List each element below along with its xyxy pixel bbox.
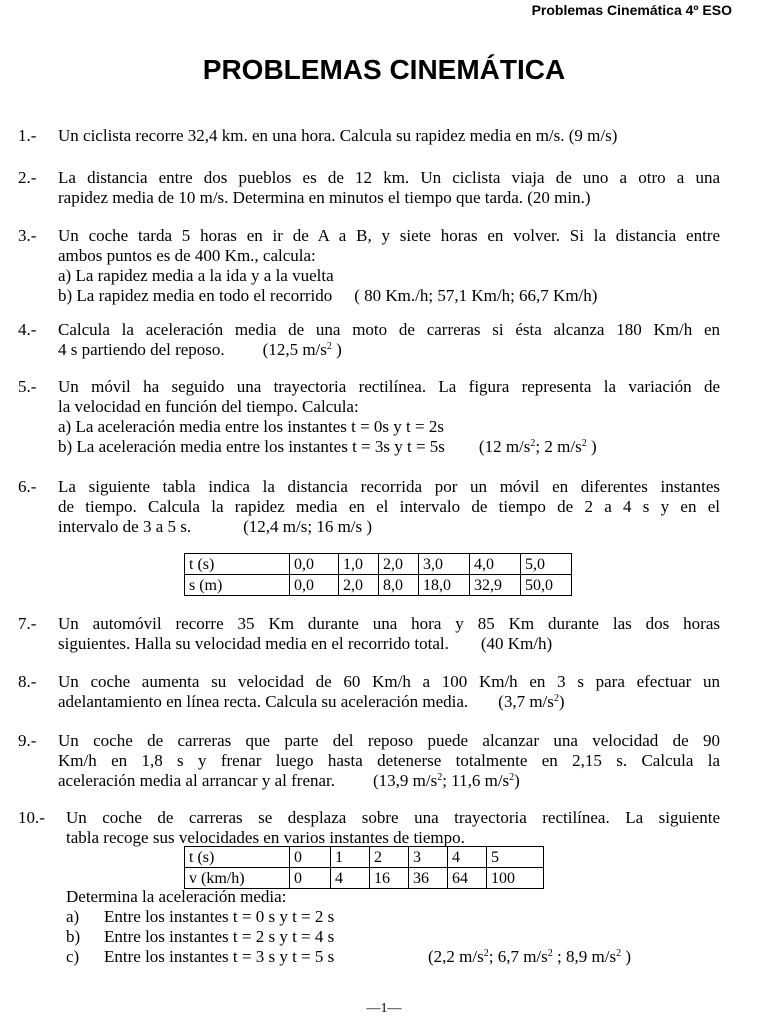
table-cell: 3 <box>409 847 448 868</box>
answer: (2,2 $m/s^2$; 6,7 $m/s^2$ ; 8,9 $m/s^2$ ) <box>428 947 631 966</box>
problem-text-line: siguientes. Halla su velocidad media en el recorrido total. <box>58 634 449 653</box>
table-cell: 2,0 <box>339 575 379 596</box>
problem-text-line: rapidez media de 10 m/s. Determina en minutos el tiempo que tarda. (20 min.) <box>58 188 591 207</box>
problem-text-line: Un automóvil recorre 35 Km durante una hora y 85 Km durante las dos horas <box>58 614 720 633</box>
problem-8 <box>0 672 768 714</box>
table-cell: 0,0 <box>290 575 339 596</box>
problem-number: 4.- <box>18 320 37 339</box>
problem-text-line: Un móvil ha seguido una trayectoria rectilínea. La figura representa la variación de <box>58 377 720 396</box>
problem-text-line: ambos puntos es de 400 Km., calcula: <box>58 246 316 265</box>
page-number: —1— <box>366 1001 402 1016</box>
problem-10 <box>0 808 768 850</box>
problem-text-line: Calcula la aceleración media de una moto de carreras si ésta alcanza 180 Km/h en <box>58 320 720 339</box>
problem-number: 2.- <box>18 168 37 187</box>
problem-number: 3.- <box>18 226 37 245</box>
problem-text-line: adelantamiento en línea recta. Calcula su aceleración media. <box>58 692 469 711</box>
table-cell: 1 <box>331 847 370 868</box>
table-cell: 64 <box>448 868 487 889</box>
table-cell: 2,0 <box>378 554 418 575</box>
table-cell: 16 <box>370 868 409 889</box>
table-cell: 50,0 <box>520 575 571 596</box>
problem-10-questions <box>0 887 768 969</box>
table-cell: 4,0 <box>469 554 520 575</box>
sub-question-b: b) La rapidez media en todo el recorrido <box>58 286 333 305</box>
sub-question-a: Entre los instantes t = 0 s y t = 2 s <box>104 907 335 926</box>
problem-text-line: Determina la aceleración media: <box>66 887 287 906</box>
sub-question-a: a) La aceleración media entre los instantes t = 0s y t = 2s <box>58 417 444 436</box>
problem-number: 7.- <box>18 614 37 633</box>
problem-6 <box>0 477 768 539</box>
problem-number: 8.- <box>18 672 37 691</box>
distance-time-table <box>184 553 572 596</box>
table-row <box>185 554 572 575</box>
problem-number: 6.- <box>18 477 37 496</box>
sub-question-c: Entre los instantes t = 3 s y t = 5 s <box>104 947 335 966</box>
problem-text-line: Un coche tarda 5 horas en ir de A a B, y siete horas en volver. Si la distancia entre <box>58 226 720 245</box>
problem-text: Un ciclista recorre 32,4 km. en una hora. Calcula su rapidez media en m/s. (9 m/s) <box>58 126 618 145</box>
problem-number: 5.- <box>18 377 37 396</box>
answer: (40 Km/h) <box>480 634 553 653</box>
table-row <box>185 868 544 889</box>
sub-question-label: a) <box>66 907 80 926</box>
problem-text-line: la velocidad en función del tiempo. Calcula: <box>58 397 359 416</box>
problem-text-line: Un coche de carreras que parte del reposo puede alcanzar una velocidad de 90 <box>58 731 720 750</box>
table-cell: t (s) <box>185 847 290 868</box>
table-cell: 0,0 <box>290 554 339 575</box>
table-cell: 5 <box>487 847 544 868</box>
answer: (12,4 m/s; 16 m/s ) <box>243 517 373 536</box>
table-cell: 4 <box>448 847 487 868</box>
table-cell: 2 <box>370 847 409 868</box>
problem-3 <box>0 226 768 308</box>
problem-text-line: La siguiente tabla indica la distancia recorrida por un móvil en diferentes instantes <box>58 477 720 496</box>
problem-9 <box>0 731 768 793</box>
answer: (12 $m/s^2$; 2 $m/s^2$ ) <box>478 437 597 456</box>
problem-text-line: Un coche de carreras se desplaza sobre una trayectoria rectilínea. La siguiente <box>66 808 720 827</box>
table-cell: 32,9 <box>469 575 520 596</box>
problem-5 <box>0 377 768 459</box>
table-cell: 3,0 <box>418 554 469 575</box>
table-cell: 4 <box>331 868 370 889</box>
problem-text-line: intervalo de 3 a 5 s. <box>58 517 192 536</box>
problem-text-line: 4 s partiendo del reposo. <box>58 340 225 359</box>
problem-text-line: La distancia entre dos pueblos es de 12 km. Un ciclista viaja de uno a otro a una <box>58 168 720 187</box>
table-cell: v (km/h) <box>185 868 290 889</box>
problem-text-line: de tiempo. Calcula la rapidez media en el intervalo de tiempo de 2 a 4 s y en el <box>58 497 720 516</box>
table-cell: 5,0 <box>520 554 571 575</box>
problem-1 <box>0 126 768 148</box>
running-header: Problemas Cinemática 4º ESO <box>531 2 732 18</box>
sub-question-b: Entre los instantes t = 2 s y t = 4 s <box>104 927 335 946</box>
table-cell: 0 <box>290 847 331 868</box>
table-cell: 8,0 <box>378 575 418 596</box>
table-cell: 36 <box>409 868 448 889</box>
answer: (13,9 $m/s^2$; 11,6 $m/s^2$) <box>373 771 520 790</box>
table-cell: 0 <box>290 868 331 889</box>
problem-text-line: Un coche aumenta su velocidad de 60 Km/h a 100 Km/h en 3 s para efectuar un <box>58 672 720 691</box>
table-row <box>185 847 544 868</box>
problem-4 <box>0 320 768 362</box>
problem-number: 1.- <box>18 126 37 145</box>
sub-question-a: a) La rapidez media a la ida y a la vuelta <box>58 266 334 285</box>
sub-question-b: b) La aceleración media entre los instantes t = 3s y t = 5s <box>58 437 445 456</box>
problem-text-line: Km/h en 1,8 s y frenar luego hasta detenerse totalmente en 2,15 s. Calcula la <box>58 751 720 770</box>
problem-text-line: tabla recoge sus velocidades en varios instantes de tiempo. <box>66 828 465 847</box>
table-row <box>185 575 572 596</box>
velocity-time-table <box>184 846 544 889</box>
page-title: PROBLEMAS CINEMÁTICA <box>202 54 566 85</box>
table-cell: t (s) <box>185 554 290 575</box>
sub-question-label: c) <box>66 947 80 966</box>
problem-number: 10.- <box>18 808 45 827</box>
table-cell: 100 <box>487 868 544 889</box>
problem-2 <box>0 168 768 210</box>
table-cell: 18,0 <box>418 575 469 596</box>
problem-number: 9.- <box>18 731 37 750</box>
problem-text-line: aceleración media al arrancar y al frenar. <box>58 771 336 790</box>
answer: (3,7 $m/s^2$) <box>498 692 565 711</box>
problem-7 <box>0 614 768 656</box>
sub-question-label: b) <box>66 927 81 946</box>
table-cell: s (m) <box>185 575 290 596</box>
answer: (12,5 $m/s^2$ ) <box>262 340 342 359</box>
table-cell: 1,0 <box>339 554 379 575</box>
answer: ( 80 Km./h; 57,1 Km/h; 66,7 Km/h) <box>354 286 598 305</box>
